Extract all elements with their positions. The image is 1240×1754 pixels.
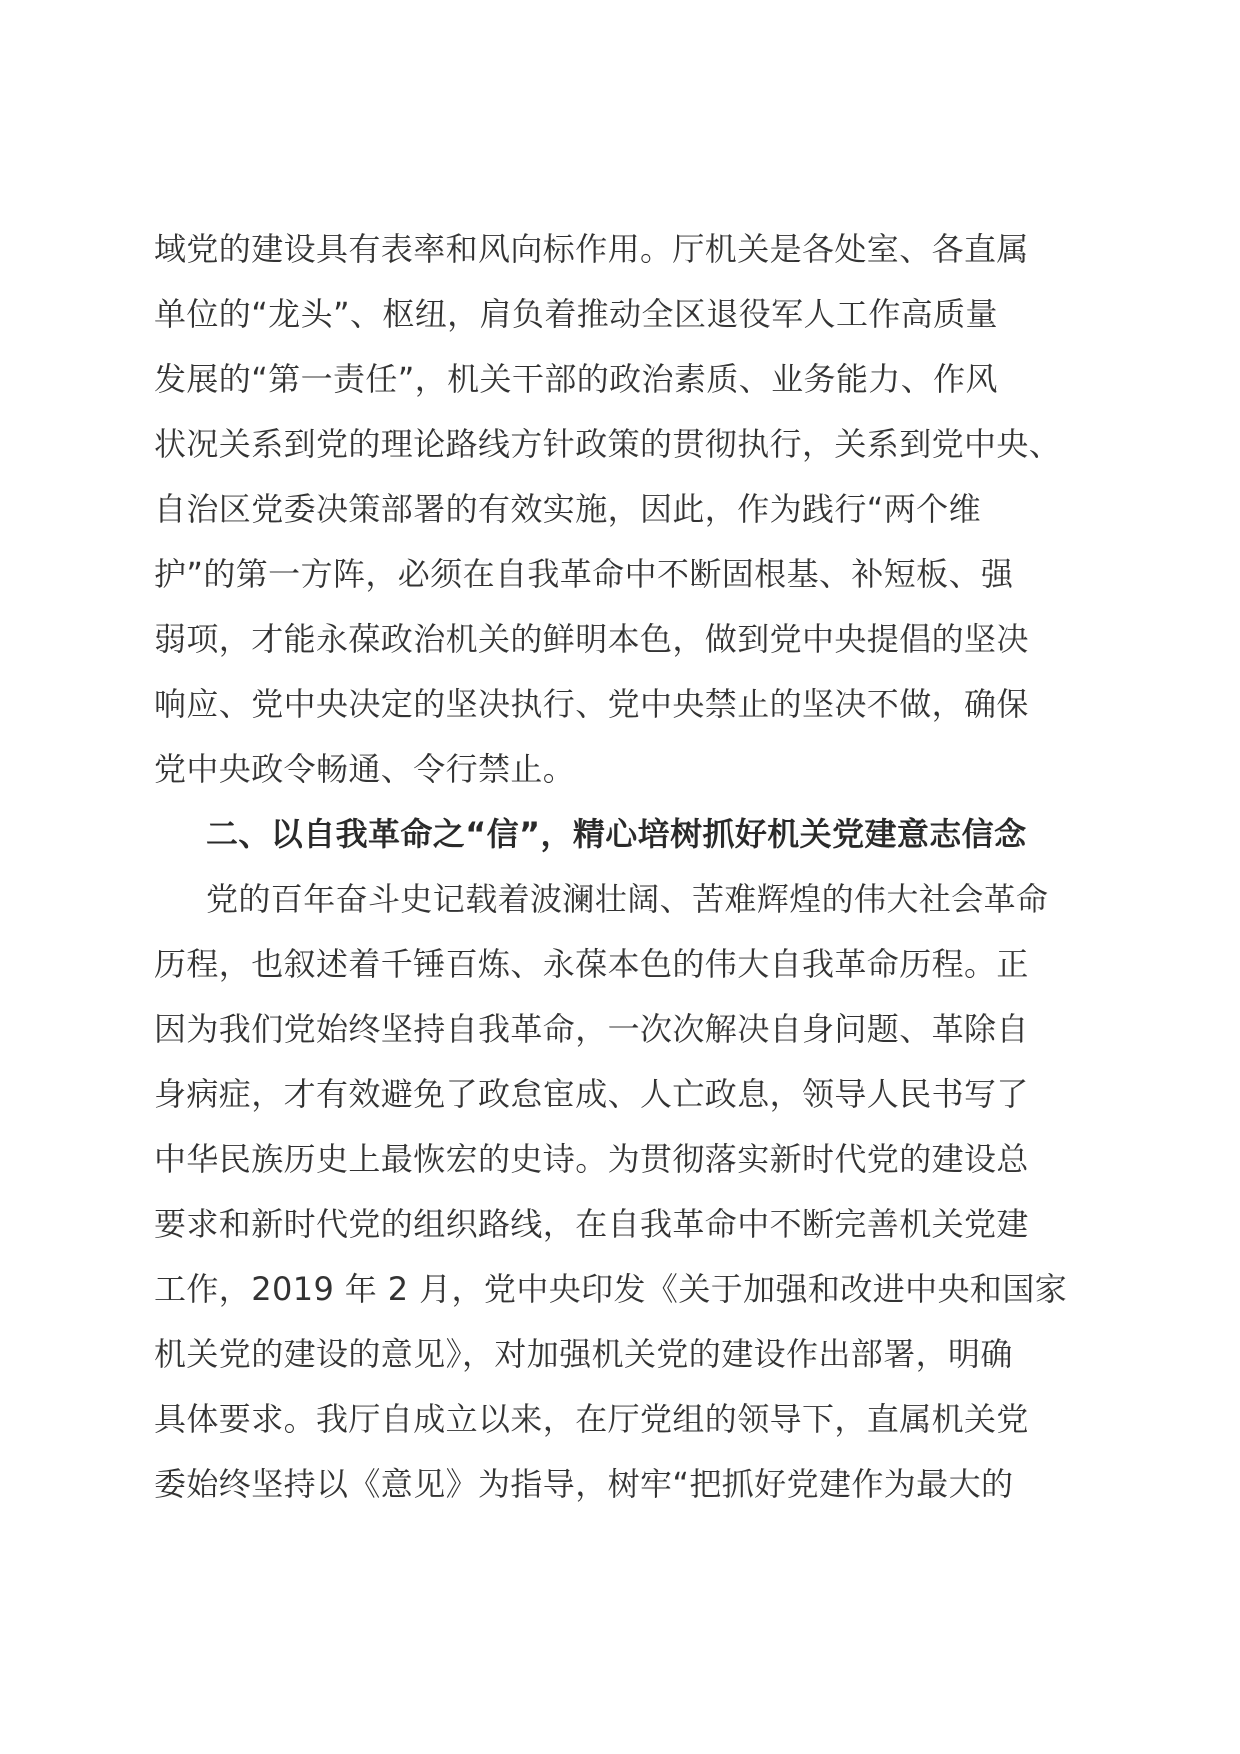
text-line: 弱项，才能永葆政治机关的鲜明本色，做到党中央提倡的坚决 bbox=[154, 620, 1029, 658]
text-line: 委始终坚持以《意见》为指导，树牢“把抓好党建作为最大的 bbox=[154, 1465, 1014, 1503]
text-line: 历程，也叙述着千锤百炼、永葆本色的伟大自我革命历程。正 bbox=[154, 945, 1029, 983]
text-line: 党中央政令畅通、令行禁止。 bbox=[154, 750, 576, 788]
text-line: 护”的第一方阵，必须在自我革命中不断固根基、补短板、强 bbox=[154, 555, 1014, 593]
text-line: 单位的“龙头”、枢纽，肩负着推动全区退役军人工作高质量 bbox=[154, 295, 998, 333]
section-heading: 二、以自我革命之“信”，精心培树抓好机关党建意志信念 bbox=[206, 815, 1027, 853]
text-line: 自治区党委决策部署的有效实施，因此，作为践行“两个维 bbox=[154, 490, 981, 528]
paragraph-1 bbox=[154, 217, 1094, 802]
text-line: 状况关系到党的理论路线方针政策的贯彻执行，关系到党中央、 bbox=[154, 425, 1062, 463]
text-line: 工作，2019 年 2 月，党中央印发《关于加强和改进中央和国家 bbox=[154, 1270, 1068, 1308]
text-line: 机关党的建设的意见》，对加强机关党的建设作出部署，明确 bbox=[154, 1335, 1013, 1373]
text-line: 因为我们党始终坚持自我革命，一次次解决自身问题、革除自 bbox=[154, 1010, 1029, 1048]
document-body bbox=[154, 217, 1094, 1517]
text-line: 身病症，才有效避免了政怠宦成、人亡政息，领导人民书写了 bbox=[154, 1075, 1029, 1113]
text-line: 具体要求。我厅自成立以来，在厅党组的领导下，直属机关党 bbox=[154, 1400, 1029, 1438]
text-line: 中华民族历史上最恢宏的史诗。为贯彻落实新时代党的建设总 bbox=[154, 1140, 1029, 1178]
paragraph-2 bbox=[154, 867, 1094, 1517]
text-line: 发展的“第一责任”，机关干部的政治素质、业务能力、作风 bbox=[154, 360, 998, 398]
text-line: 党的百年奋斗史记载着波澜壮阔、苦难辉煌的伟大社会革命 bbox=[206, 880, 1049, 918]
text-line: 要求和新时代党的组织路线，在自我革命中不断完善机关党建 bbox=[154, 1205, 1029, 1243]
text-line: 响应、党中央决定的坚决执行、党中央禁止的坚决不做，确保 bbox=[154, 685, 1029, 723]
text-line: 域党的建设具有表率和风向标作用。厅机关是各处室、各直属 bbox=[154, 230, 1029, 268]
